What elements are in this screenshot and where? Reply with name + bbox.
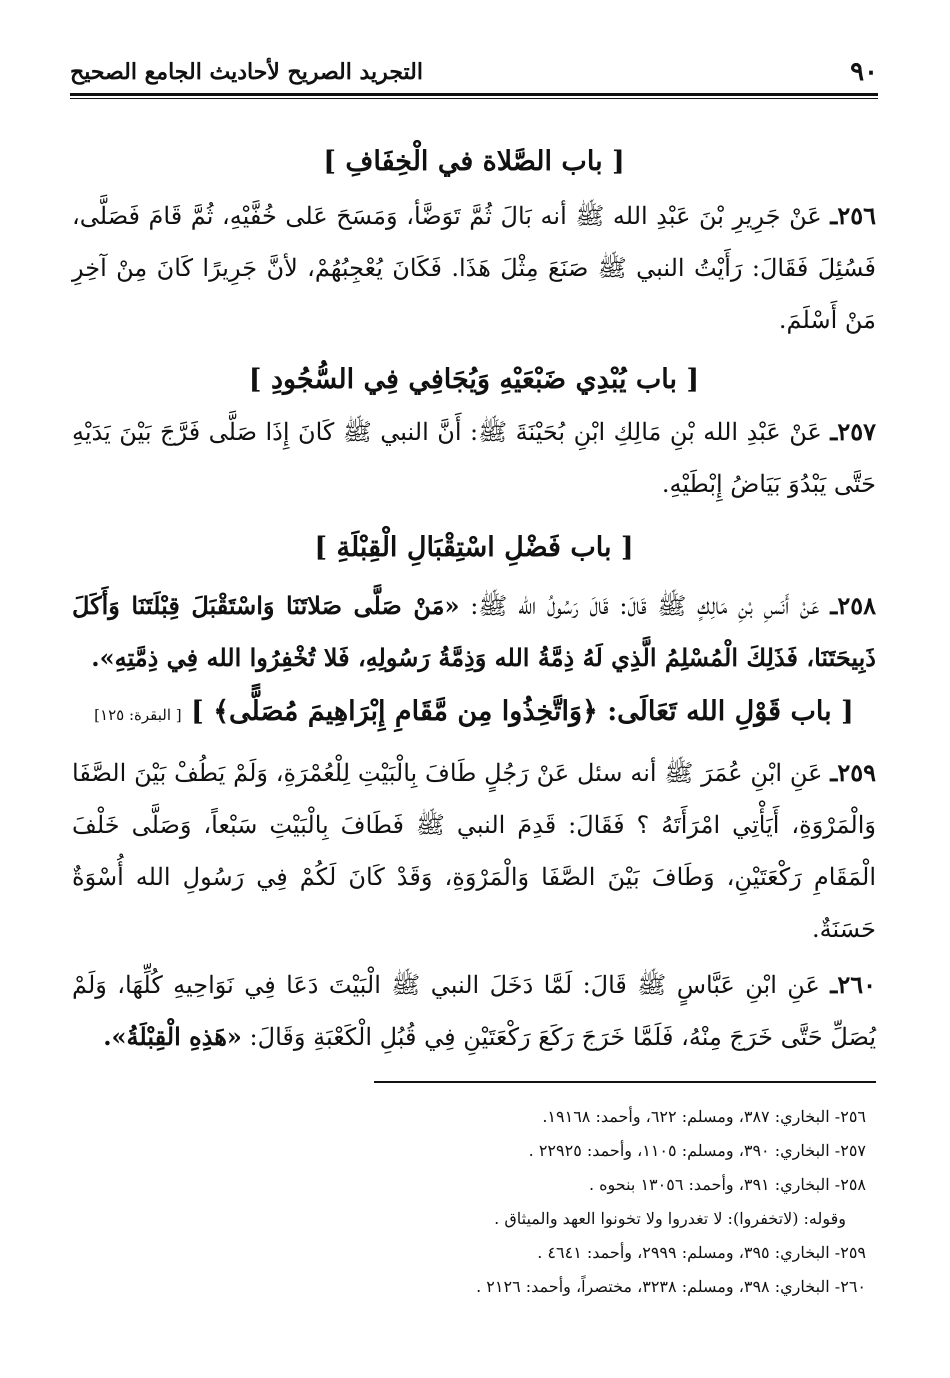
hadith-number: ٢٥٧ [837, 417, 876, 446]
footnote: ٢٥٨- البخاري: ٣٩١، وأحمد: ١٣٠٥٦ بنحوه . [588, 1175, 866, 1194]
footnote-rule [374, 1081, 876, 1083]
chapter-heading: [ باب فَضْلِ اسْتِقْبَالِ الْقِبْلَةِ ] [314, 532, 634, 563]
hadith-number: ٢٥٨ [837, 591, 876, 620]
hadith-text: عَنْ أَنَسِ بْنِ مَالِكٍ ﷺ قَالَ: قَالَ رَسُولُ الله ﷺ: [459, 592, 820, 620]
hadith-260: ٢٦٠ـ عَنِ ابْنِ عَبَّاسٍ ﷺ قَالَ: لَمَّا دَخَلَ النبي ﷺ الْبَيْتَ دَعَا فِي نَوَاحِيهِ كُلِّهَا، وَلَمْ يُصَلِّ حَتَّى خَرَجَ مِنْهُ، فَلَمَّا خَرَجَ رَكَعَ رَكْعَتَيْنِ فِي قُبُلِ الْكَعْبَةِ وَقَالَ: «هَذِهِ الْقِبْلَةُ». [72, 970, 876, 1051]
hadith-number: ٢٦٠ [837, 970, 876, 999]
hadith-number: ٢٥٩ [837, 758, 876, 787]
prophetic-quote: «هَذِهِ الْقِبْلَةُ». [103, 1022, 242, 1051]
chapter-heading: [ باب الصَّلاة في الْخِفَافِ ] [323, 146, 625, 177]
hadith-text: عَنِ ابْنِ عَبَّاسٍ ﷺ قَالَ: لَمَّا دَخَلَ النبي ﷺ الْبَيْتَ دَعَا فِي نَوَاحِيهِ كُلِّهَا، وَلَمْ يُصَلِّ حَتَّى خَرَجَ مِنْهُ، فَلَمَّا خَرَجَ رَكَعَ رَكْعَتَيْنِ فِي قُبُلِ الْكَعْبَةِ وَقَالَ: [72, 971, 876, 1051]
chapter-heading: [ باب يُبْدِي ضَبْعَيْهِ وَيُجَافِي فِي السُّجُودِ ] [248, 364, 700, 395]
quran-reference: [ البقرة: ١٢٥] [94, 706, 182, 724]
prophetic-quote: «مَنْ صَلَّى صَلاتَنَا وَاسْتَقْبَلَ قِبْلَتَنَا وَأَكَلَ ذَبِيحَتَنَا، فَذَلِكَ الْمُسْلِمُ الَّذِي لَهُ ذِمَّةُ الله وَذِمَّةُ رَسُولِهِ، فَلا تُخْفِرُوا الله فِي ذِمَّتِهِ». [72, 591, 876, 672]
hadith-257: ٢٥٧ـ عَنْ عَبْدِ الله بْنِ مَالِكِ ابْنِ بُحَيْنَةَ ﷺ: أَنَّ النبي ﷺ كَانَ إِذَا صَلَّى فَرَّجَ بَيْنَ يَدَيْهِ حَتَّى يَبْدُوَ بَيَاضُ إِبْطَيْهِ. [72, 417, 876, 498]
hadith-256: ٢٥٦ـ عَنْ جَرِيرِ بْنَ عَبْدِ الله ﷺ أنه بَالَ ثُمَّ تَوَضَّأ، وَمَسَحَ عَلى خُفَّيْهِ، ثُمَّ قَامَ فَصَلَّى، فَسُئِلَ فَقَالَ: رَأَيْتُ النبي ﷺ صَنَعَ مِثْلَ هَذَا. فَكَانَ يُعْجِبُهُمْ، لأنَّ جَرِيرًا كَانَ مِنْ آخِرِ مَنْ أَسْلَمَ. [72, 201, 876, 334]
hadith-258: ٢٥٨ـ عَنْ أَنَسِ بْنِ مَالِكٍ ﷺ قَالَ: قَالَ رَسُولُ الله ﷺ: «مَنْ صَلَّى صَلاتَنَا وَاسْتَقْبَلَ قِبْلَتَنَا وَأَكَلَ ذَبِيحَتَنَا، فَذَلِكَ الْمُسْلِمُ الَّذِي لَهُ ذِمَّةُ الله وَذِمَّةُ رَسُولِهِ، فَلا تُخْفِرُوا الله فِي ذِمَّتِهِ». [72, 591, 876, 672]
main-text [72, 140, 876, 1063]
footnote: ٢٦٠- البخاري: ٣٩٨، ومسلم: ٣٢٣٨، مختصراً، وأحمد: ٢١٢٦ . [476, 1277, 866, 1296]
hadith-text: عَنْ جَرِيرِ بْنَ عَبْدِ الله ﷺ أنه بَالَ ثُمَّ تَوَضَّأ، وَمَسَحَ عَلى خُفَّيْهِ، ثُمَّ قَامَ فَصَلَّى، فَسُئِلَ فَقَالَ: رَأَيْتُ النبي ﷺ صَنَعَ مِثْلَ هَذَا. فَكَانَ يُعْجِبُهُمْ، لأنَّ جَرِيرًا كَانَ مِنْ آخِرِ مَنْ أَسْلَمَ. [72, 202, 876, 334]
header-rule [70, 93, 878, 99]
hadith-number: ٢٥٦ [837, 201, 876, 230]
footnote: ٢٥٧- البخاري: ٣٩٠، ومسلم: ١١٠٥، وأحمد: ٢٢٩٢٥ . [528, 1141, 866, 1160]
running-title: التجريد الصريح لأحاديث الجامع الصحيح [70, 59, 423, 85]
hadith-text: عَنْ عَبْدِ الله بْنِ مَالِكِ ابْنِ بُحَيْنَةَ ﷺ: أَنَّ النبي ﷺ كَانَ إِذَا صَلَّى فَرَّجَ بَيْنَ يَدَيْهِ حَتَّى يَبْدُوَ بَيَاضُ إِبْطَيْهِ. [72, 418, 876, 498]
footnotes [166, 1100, 866, 1304]
page-number: ٩٠ [850, 57, 878, 87]
footnote: ٢٥٩- البخاري: ٣٩٥، ومسلم: ٢٩٩٩، وأحمد: ٤٦٤١ . [537, 1243, 866, 1262]
hadith-text: عَنِ ابْنِ عُمَرَ ﷺ أنه سئل عَنْ رَجُلٍ طَافَ بِالْبَيْتِ لِلْعُمْرَةِ، وَلَمْ يَطُفْ بَيْنَ الصَّفَا وَالْمَرْوَةِ، أَيَأْتِي امْرَأَتَهُ ؟ فَقَالَ: قَدِمَ النبي ﷺ فَطَافَ بِالْبَيْتِ سَبْعاً، وَصَلَّى خَلْفَ الْمَقَامِ رَكْعَتَيْنِ، وَطَافَ بَيْنَ الصَّفَا وَالْمَرْوَةِ، وَقَدْ كَانَ لَكُمْ فِي رَسُولِ الله أُسْوَةٌ حَسَنَةٌ. [72, 759, 876, 943]
hadith-259: ٢٥٩ـ عَنِ ابْنِ عُمَرَ ﷺ أنه سئل عَنْ رَجُلٍ طَافَ بِالْبَيْتِ لِلْعُمْرَةِ، وَلَمْ يَطُفْ بَيْنَ الصَّفَا وَالْمَرْوَةِ، أَيَأْتِي امْرَأَتَهُ ؟ فَقَالَ: قَدِمَ النبي ﷺ فَطَافَ بِالْبَيْتِ سَبْعاً، وَصَلَّى خَلْفَ الْمَقَامِ رَكْعَتَيْنِ، وَطَافَ بَيْنَ الصَّفَا وَالْمَرْوَةِ، وَقَدْ كَانَ لَكُمْ فِي رَسُولِ الله أُسْوَةٌ حَسَنَةٌ. [72, 758, 876, 943]
footnote-note: وقوله: (لاتخفروا): لا تغدروا ولا تخونوا العهد والميثاق . [494, 1209, 846, 1228]
footnote: ٢٥٦- البخاري: ٣٨٧، ومسلم: ٦٢٢، وأحمد: ١٩١٦٨. [542, 1107, 866, 1126]
chapter-heading: [ باب قَوْلِ الله تَعَالَى: ﴿وَاتَّخِذُوا مِن مَّقَامِ إِبْرَاهِيمَ مُصَلًّى﴾ ] [ البقرة: ١٢٥] [94, 696, 854, 727]
page-header [70, 52, 878, 92]
